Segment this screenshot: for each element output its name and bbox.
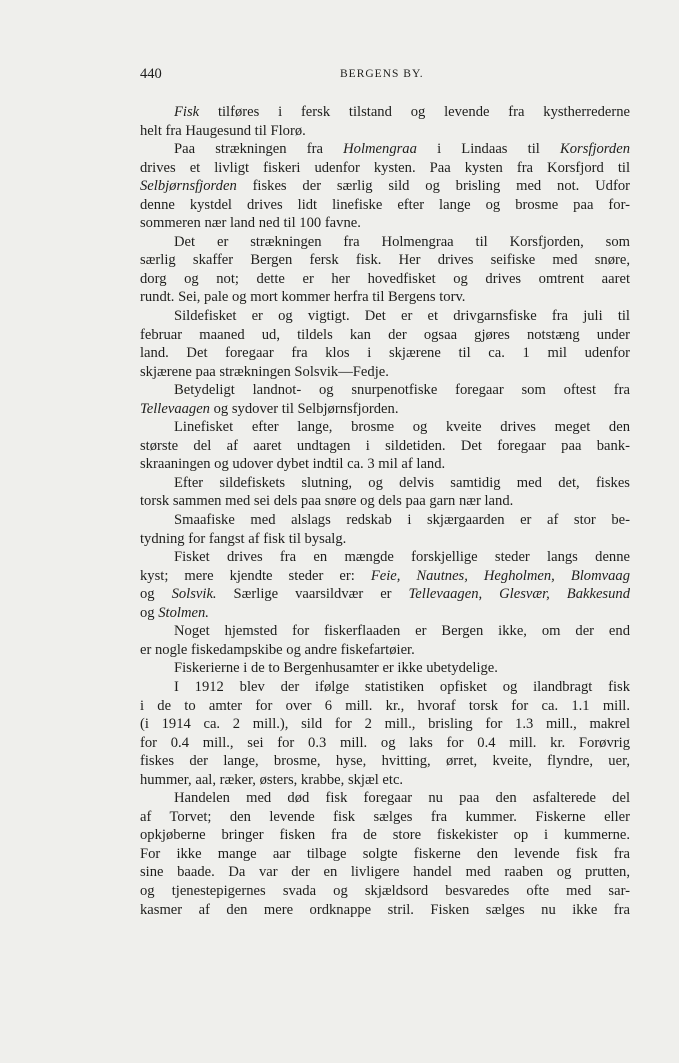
text-line [140, 826, 630, 845]
italic-segment: Feie, Nautnes, Hegholmen, Blomvaag [370, 567, 630, 584]
text-segment: Betydeligt landnot- og snurpenotfiske foregaar som oftest fra [174, 382, 630, 399]
text-segment: Det er strækningen fra Holmengraa til Korsfjorden, som [174, 233, 630, 250]
text-segment: rundt. Sei, pale og mort kommer herfra til Bergens torv. [140, 289, 466, 306]
text-line [140, 697, 630, 716]
text-line [140, 140, 630, 159]
text-line [140, 715, 630, 734]
text-line [140, 678, 630, 697]
text-segment: Linefisket efter lange, brosme og kveite drives meget den [174, 419, 630, 436]
text-segment: Efter sildefiskets slutning, og delvis samtidig med det, fiskes [174, 474, 630, 491]
italic-segment: Tellevaagen, Glesvær, Bakkesund [408, 586, 630, 603]
text-segment: kyst; mere kjendte steder er: [140, 567, 371, 584]
text-line [140, 159, 630, 178]
text-segment: For ikke mange aar tilbage solgte fiskerne den levende fisk fra [140, 845, 630, 862]
text-segment: februar maaned ud, tildels kan der ogsaa gjøres notstæng under [140, 326, 630, 343]
text-segment: sommeren nær land ned til 100 favne. [140, 215, 361, 232]
text-line [140, 270, 630, 289]
text-segment: Fisket drives fra en mængde forskjellige steder langs denne [174, 549, 630, 566]
text-line [140, 789, 630, 808]
text-segment: hummer, aal, ræker, østers, krabbe, skjæl etc. [140, 771, 404, 788]
text-segment: er nogle fiskedampskibe og andre fiskefartøier. [140, 641, 415, 658]
text-line [140, 863, 630, 882]
text-segment: og sydover til Selbjørnsfjorden. [209, 400, 399, 417]
text-segment: tilføres i fersk tilstand og levende fra kystherrederne [199, 104, 630, 120]
text-line [140, 845, 630, 864]
text-segment: og [140, 586, 172, 603]
text-line [140, 455, 630, 474]
running-title: BERGENS BY. [340, 68, 424, 80]
text-line [140, 492, 630, 511]
text-line [140, 381, 630, 400]
text-segment: Noget hjemsted for fiskerflaaden er Bergen ikke, om der end [174, 623, 630, 640]
text-line [140, 659, 630, 678]
text-line [140, 103, 630, 122]
text-line [140, 882, 630, 901]
text-line [140, 585, 630, 604]
text-segment: torsk sammen med sei dels paa snøre og dels paa garn nær land. [140, 493, 514, 510]
text-segment: i de to amter for over 6 mill. kr., hvoraf torsk for ca. 1.1 mill. [140, 697, 630, 714]
text-segment: helt fra Haugesund til Florø. [140, 122, 306, 139]
text-segment: skraaningen og udover dybet indtil ca. 3 mil af land. [140, 456, 446, 473]
text-line [140, 567, 630, 586]
text-segment: af Torvet; den levende fisk sælges fra kummer. Fiskerne eller [140, 808, 630, 825]
text-segment: og [140, 604, 159, 621]
text-line [140, 604, 630, 623]
italic-segment: Holmengraa [343, 141, 417, 158]
text-line [140, 288, 630, 307]
text-line [140, 901, 630, 920]
text-line [140, 177, 630, 196]
italic-segment: Tellevaagen [140, 400, 210, 417]
text-segment: Smaafiske med alslags redskab i skjærgaarden er af stor be- [174, 512, 630, 529]
text-segment: Særlige vaarsildvær er [216, 586, 409, 603]
text-line [140, 734, 630, 753]
text-line [140, 418, 630, 437]
text-segment: største del af aaret undtagen i sildetiden. Det foregaar paa bank- [140, 437, 630, 454]
text-segment: Sildefisket er og vigtigt. Det er et drivgarnsfiske fra juli til [174, 308, 630, 325]
text-segment: Handelen med død fisk foregaar nu paa den asfalterede del [174, 790, 630, 807]
page-header [140, 66, 630, 86]
text-line [140, 808, 630, 827]
text-line [140, 437, 630, 456]
text-line [140, 214, 630, 233]
text-line [140, 622, 630, 641]
text-line [140, 530, 630, 549]
text-segment: for 0.4 mill., sei for 0.3 mill. og laks for 0.4 mill. kr. Forøvrig [140, 734, 630, 751]
text-line [140, 196, 630, 215]
text-line [140, 641, 630, 660]
text-line [140, 752, 630, 771]
text-segment: fiskes der særlig sild og brisling med not. Udfor [236, 178, 630, 195]
page-number: 440 [140, 66, 162, 82]
text-segment: opkjøberne bringer fisken fra de store fiskekister op i kummerne. [140, 827, 630, 844]
text-segment: I 1912 blev der ifølge statistiken opfisket og ilandbragt fisk [174, 678, 630, 695]
text-segment: (i 1914 ca. 2 mill.), sild for 2 mill., brisling for 1.3 mill., makrel [140, 716, 630, 733]
italic-segment: Stolmen. [158, 604, 209, 621]
text-line [140, 344, 630, 363]
text-segment: Paa strækningen fra [174, 141, 344, 158]
text-line [140, 122, 630, 141]
text-segment: land. Det foregaar fra klos i skjærene til ca. 1 mil udenfor [140, 345, 630, 362]
text-line [140, 771, 630, 790]
text-segment: skjærene paa strækningen Solsvik—Fedje. [140, 363, 389, 380]
text-segment: i Lindaas til [416, 141, 560, 158]
text-line [140, 251, 630, 270]
italic-segment: Fisk [174, 104, 200, 120]
text-segment: dorg og not; dette er her hovedfisket og drives omtrent aaret [140, 270, 630, 287]
text-segment: sine baade. Da var der en livligere handel med raaben og prutten, [140, 864, 630, 881]
italic-segment: Korsfjorden [560, 141, 630, 158]
italic-segment: Selbjørnsfjorden [140, 178, 237, 195]
text-segment: denne kystdel drives lidt linefiske efter lange og brosme paa for- [140, 196, 630, 213]
text-line [140, 511, 630, 530]
text-segment: drives et livligt fiskeri udenfor kysten. Paa kysten fra Korsfjord til [140, 159, 630, 176]
text-line [140, 233, 630, 252]
body-text [140, 103, 630, 919]
text-line [140, 548, 630, 567]
text-line [140, 363, 630, 382]
text-line [140, 400, 630, 419]
text-line [140, 307, 630, 326]
text-segment: kasmer af den mere ordknappe stril. Fisken sælges nu ikke fra [140, 901, 630, 918]
text-segment: Fiskerierne i de to Bergenhusamter er ikke ubetydelige. [174, 660, 498, 677]
text-line [140, 326, 630, 345]
text-segment: fiskes der lange, brosme, hyse, hvitting, ørret, kveite, flyndre, uer, [140, 753, 630, 770]
text-segment: særlig skaffer Bergen fersk fisk. Her drives seifiske med snøre, [140, 252, 630, 269]
text-segment: og tjenestepigernes svada og skjældsord besvaredes ofte med sar- [140, 882, 630, 899]
italic-segment: Solsvik. [171, 586, 217, 603]
text-segment: tydning for fangst af fisk til bysalg. [140, 530, 347, 547]
text-line [140, 474, 630, 493]
